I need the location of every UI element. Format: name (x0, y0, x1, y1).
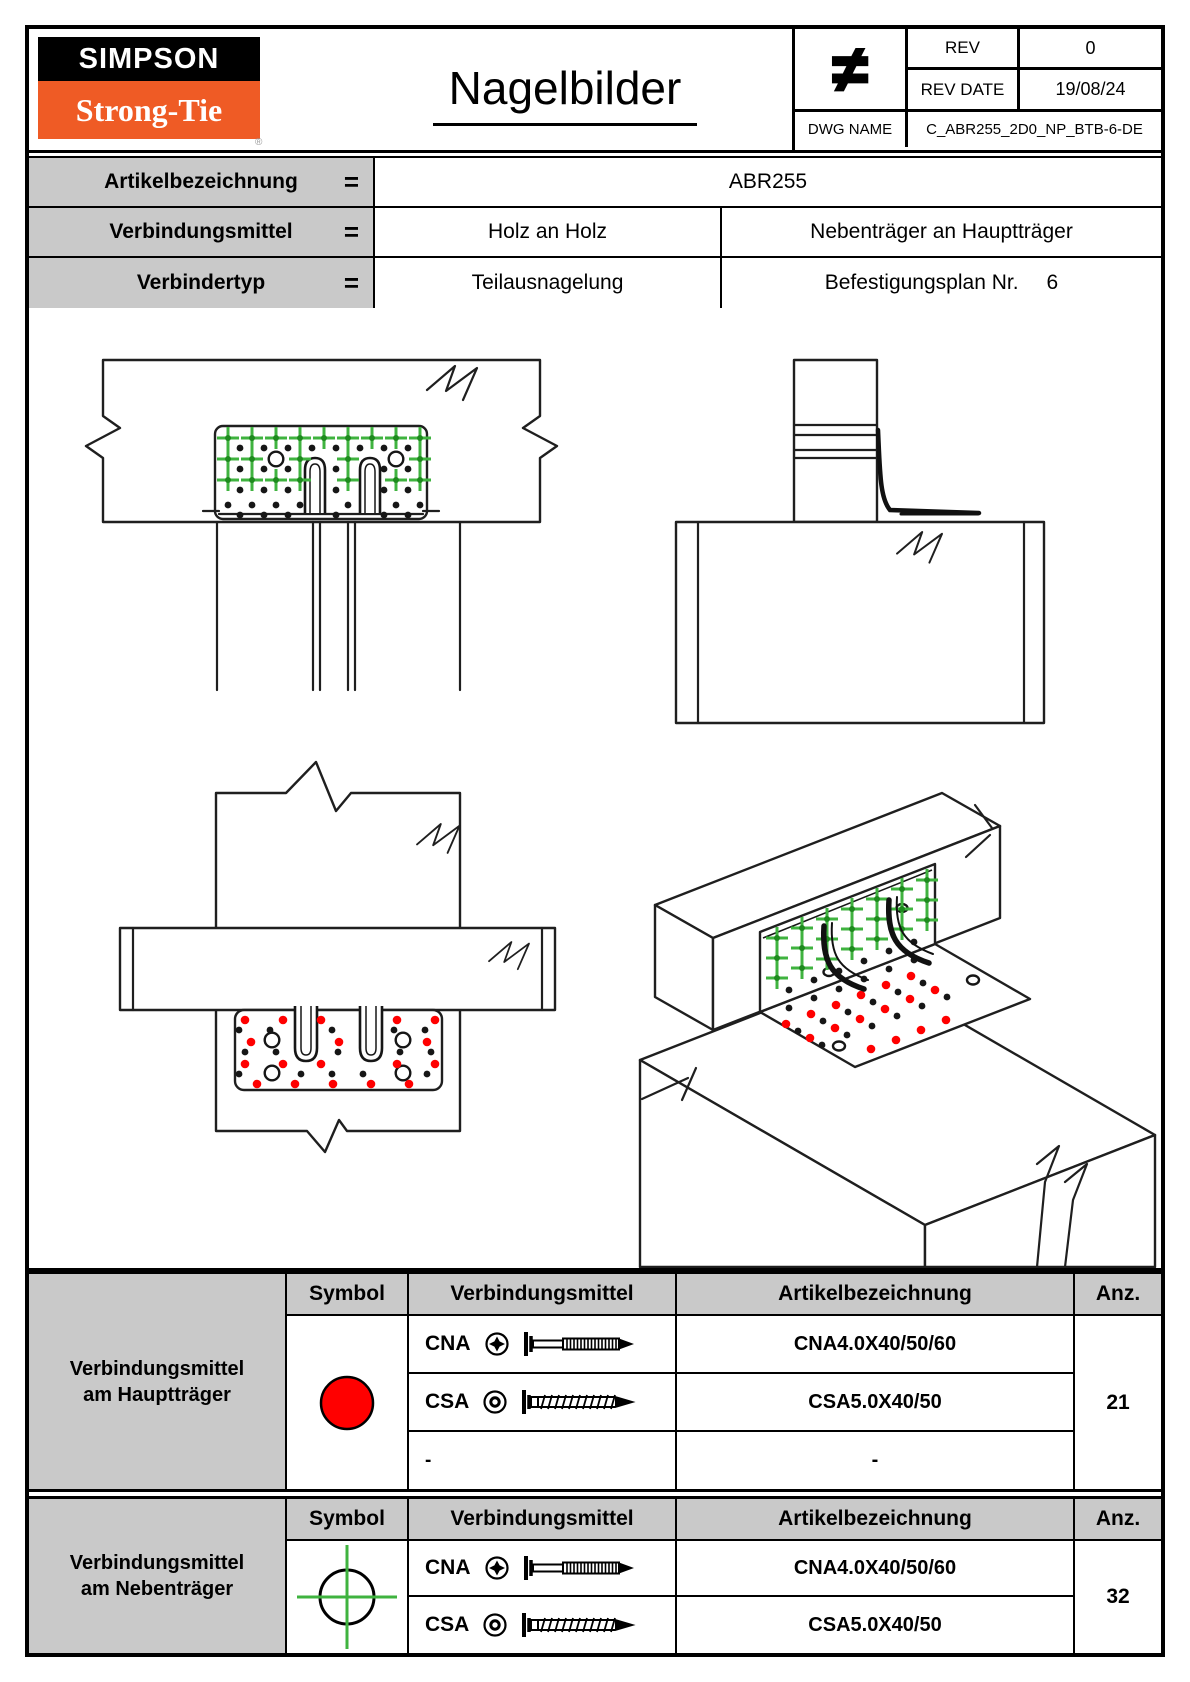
nail-pattern-drawings (29, 308, 1161, 1268)
equals-sign: = (343, 267, 359, 298)
view-side-section (676, 360, 1044, 723)
symbol-crosshair-icon (287, 1541, 409, 1653)
dwg-name-value: C_ABR255_2D0_NP_BTB-6-DE (926, 121, 1143, 138)
info-value-plan (722, 258, 1161, 308)
article-value: - (677, 1432, 1075, 1489)
article-value: CNA4.0X40/50/60 (677, 1316, 1075, 1374)
info-label (29, 208, 375, 256)
page-title-text: Nagelbilder (433, 61, 698, 126)
plan-number: 6 (1046, 270, 1059, 294)
info-row-verbindungsmittel (29, 208, 1161, 258)
cna-head-icon (484, 1331, 510, 1357)
fastener-code: CSA (425, 1613, 470, 1636)
logo-simpson: SIMPSON (38, 37, 260, 81)
symbol-red-circle-icon (287, 1316, 409, 1489)
csa-screw-icon (521, 1387, 639, 1417)
info-label-text: Verbindungsmittel (109, 220, 293, 243)
col-header-symbol: Symbol (287, 1499, 409, 1541)
equals-sign: = (343, 166, 359, 197)
view-front-haupttraeger (120, 762, 555, 1152)
sheet-frame (25, 25, 1165, 1657)
article-value: CSA5.0X40/50 (677, 1374, 1075, 1432)
col-header-qty: Anz. (1075, 1499, 1161, 1541)
fastener-table-haupttraeger (29, 1270, 1161, 1492)
qty-value: 32 (1075, 1541, 1161, 1653)
fastener-row-empty (409, 1432, 677, 1489)
group-label: Verbindungsmittel am Hauptträger (29, 1274, 287, 1489)
fastener-row-csa (409, 1597, 677, 1653)
simpson-strongtie-logo (38, 37, 260, 139)
info-value-nailing-type: Teilausnagelung (375, 258, 722, 308)
cna-nail-icon (523, 1329, 638, 1359)
rev-value: 0 (1020, 29, 1161, 70)
csa-head-icon (482, 1612, 508, 1638)
empty-dash: - (425, 1449, 432, 1471)
info-label-text: Artikelbezeichnung (104, 170, 298, 193)
col-header-article: Artikelbezeichnung (677, 1274, 1075, 1316)
article-info-table (29, 156, 1161, 308)
logo-strongtie: Strong-Tie (38, 81, 260, 139)
info-label (29, 258, 375, 308)
plan-label: Befestigungsplan Nr. (824, 270, 1019, 294)
fastener-row-cna (409, 1541, 677, 1597)
info-value-article: ABR255 (728, 170, 808, 193)
info-label-text: Verbindertyp (136, 270, 266, 294)
fastener-code: CSA (425, 1390, 470, 1413)
col-header-article: Artikelbezeichnung (677, 1499, 1075, 1541)
fastener-code: CNA (425, 1332, 471, 1355)
equals-sign: = (343, 216, 359, 247)
rev-label: REV (908, 29, 1020, 70)
col-header-fastener: Verbindungsmittel (409, 1499, 677, 1541)
col-header-qty: Anz. (1075, 1274, 1161, 1316)
info-label (29, 158, 375, 206)
drawing-area (29, 308, 1161, 1270)
col-header-fastener: Verbindungsmittel (409, 1274, 677, 1316)
rev-date-label: REV DATE (908, 70, 1020, 112)
group-label: Verbindungsmittel am Nebenträger (29, 1499, 287, 1653)
qty-value: 21 (1075, 1316, 1161, 1489)
dwg-name-label: DWG NAME (795, 112, 908, 147)
fastener-row-csa (409, 1374, 677, 1432)
info-row-verbindertyp (29, 258, 1161, 308)
article-value: CSA5.0X40/50 (677, 1597, 1075, 1653)
cna-head-icon (484, 1555, 510, 1581)
view-isometric (640, 793, 1155, 1267)
info-value-material: Holz an Holz (375, 208, 722, 256)
registered-trademark: ® (255, 137, 263, 148)
info-value-connection: Nebenträger an Hauptträger (810, 220, 1073, 243)
page-title (305, 51, 825, 135)
csa-head-icon (482, 1389, 508, 1415)
cna-nail-icon (523, 1553, 638, 1583)
csa-screw-icon (521, 1610, 639, 1640)
revision-block (792, 29, 1161, 150)
fastener-code: CNA (425, 1556, 471, 1579)
article-value: CNA4.0X40/50/60 (677, 1541, 1075, 1597)
view-front-nebentraeger (86, 360, 557, 690)
rev-date-value: 19/08/24 (1020, 70, 1161, 112)
not-equal-stamp-icon: ≠ (795, 29, 908, 112)
info-row-artikelbezeichnung (29, 158, 1161, 208)
fastener-table-nebentraeger (29, 1496, 1161, 1653)
title-block (29, 29, 1161, 153)
fastener-row-cna (409, 1316, 677, 1374)
col-header-symbol: Symbol (287, 1274, 409, 1316)
